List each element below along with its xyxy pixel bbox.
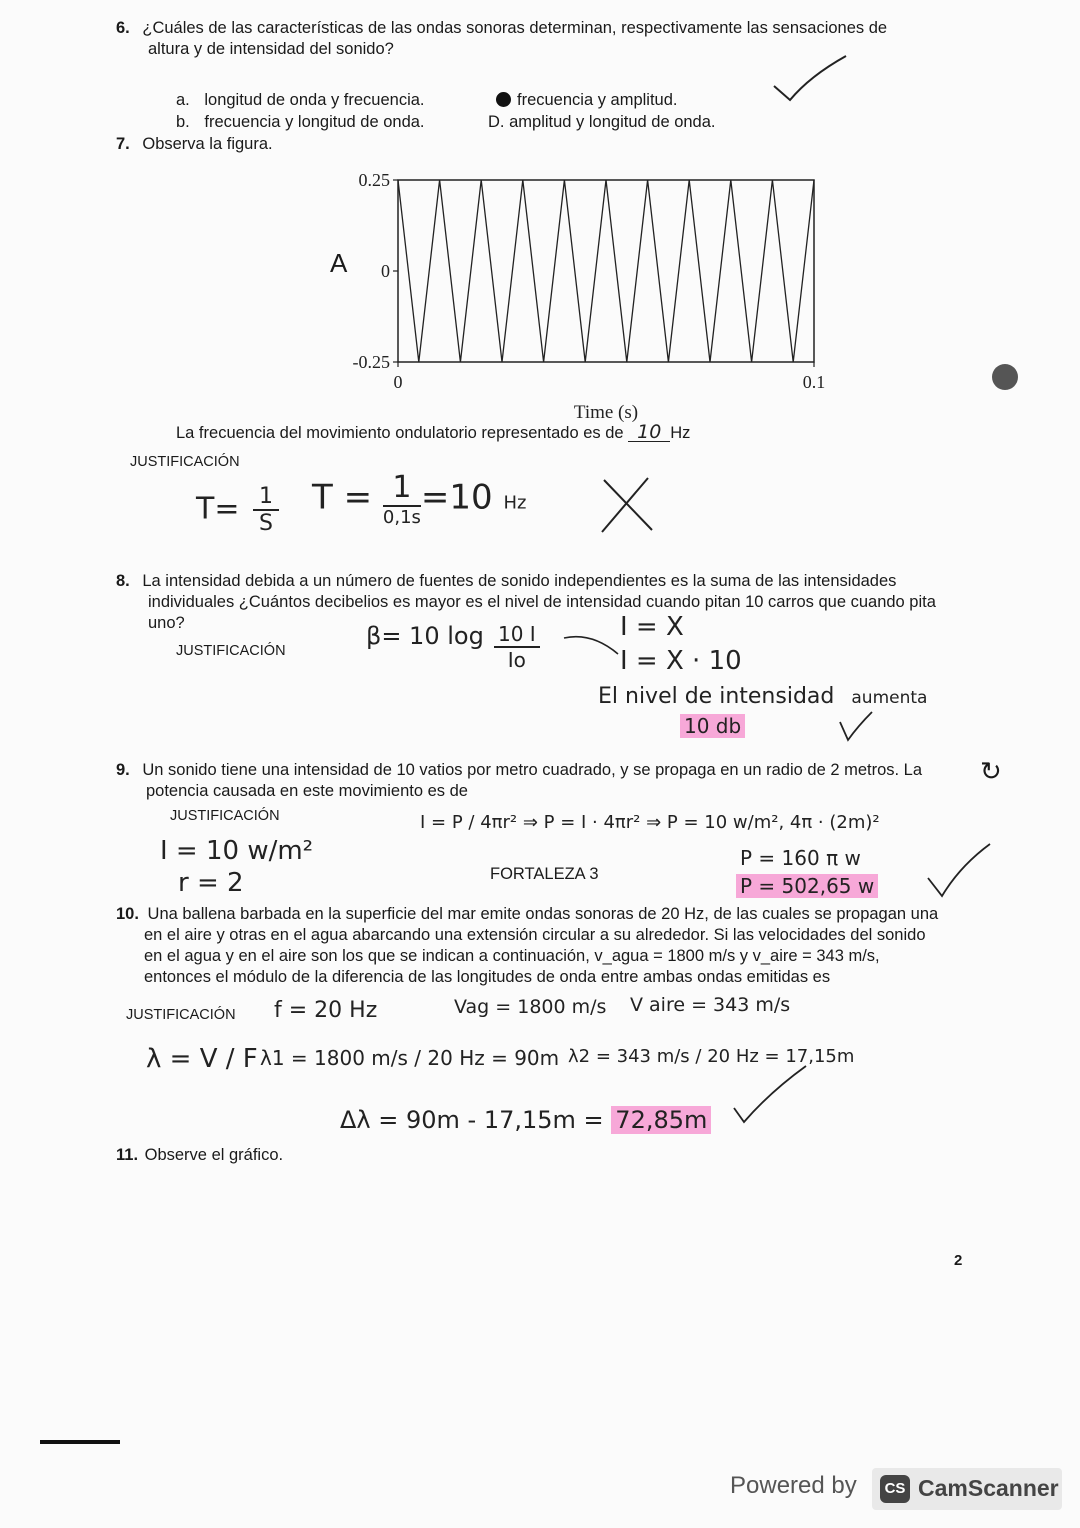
plot-frame: [398, 180, 814, 362]
wrong-mark-icon: [598, 474, 658, 536]
question-8: 8. La intensidad debida a un número de fuentes de sonido independientes es la suma de las intensidades individuales ¿Cuántos decibelios es mayor es el nivel de intensidad cuando pitan 10 carros que cuando pita uno?: [116, 572, 936, 632]
question-number: 9.: [116, 761, 130, 779]
camscanner-badge: [872, 1468, 1062, 1510]
check-mark-icon: [924, 840, 994, 900]
option-b: b. frecuencia y longitud de onda.: [176, 113, 425, 131]
powered-by-text: Powered by: [730, 1472, 857, 1499]
option-c-selected: frecuencia y amplitud.: [496, 90, 678, 111]
wave-series-line: [398, 180, 814, 362]
filled-bubble-icon: [496, 92, 511, 107]
justification-label: JUSTIFICACIÓN: [126, 1007, 236, 1023]
hw-conclusion-value: 10 db: [680, 714, 745, 738]
x-tick-label: 0: [393, 372, 403, 392]
question-number: 10.: [116, 905, 139, 923]
page-number: 2: [954, 1252, 963, 1269]
strength-tag: FORTALEZA 3: [490, 865, 599, 883]
y-tick-label: -0.25: [352, 352, 390, 372]
answer-sentence-7: La frecuencia del movimiento ondulatorio representado es de 10 Hz: [176, 421, 691, 443]
justification-label: JUSTIFICACIÓN: [176, 643, 286, 659]
x-tick-label: 0.1: [802, 372, 826, 392]
question-11: [116, 1145, 283, 1166]
option-d: D. amplitud y longitud de onda.: [488, 113, 716, 131]
check-mark-icon: [836, 708, 876, 744]
hw-formula-1: T= $\frac{1}{S}$: [196, 484, 279, 536]
hw-delta: Δλ = 90m - 17,15m = 72,85m: [340, 1106, 711, 1134]
hw-i2: I = X · 10: [620, 646, 742, 676]
hw-formula: I = P / 4πr² ⇒ P = I · 4πr² ⇒ P = 10 w/m², 4π · (2m)²: [420, 812, 880, 833]
question-number: 7.: [116, 135, 130, 153]
hole-punch-icon: [992, 364, 1018, 390]
question-text: Observe el gráfico.: [144, 1146, 284, 1164]
hw-given-1: I = 10 w/m²: [160, 836, 314, 866]
justification-label: JUSTIFICACIÓN: [130, 454, 240, 470]
hw-beta: β= 10 log: [366, 622, 484, 650]
wave-chart: [320, 160, 840, 422]
hw-given-2: r = 2: [178, 868, 244, 898]
arrow-icon: [562, 628, 622, 658]
hw-lambda-2: λ2 = 343 m/s / 20 Hz = 17,15m: [568, 1046, 855, 1067]
hw-step: P = 160 π w: [740, 846, 861, 870]
hw-f: f = 20 Hz: [274, 998, 378, 1023]
question-10: 10. Una ballena barbada en la superficie del mar emite ondas sonoras de 20 Hz, de las cuales se propagan una en el aire y otras en el agua abarcando una extensión circular a su alrededor. Si las velocidades del sonido en el agua y en el aire son los que se indican a continuación, v_agua = 1800 m/s y v_aire = 343 m/s, entonces el módulo de la diferencia de las longitudes de onda entre ambas ondas emitidas es: [116, 905, 939, 986]
check-mark-icon: [770, 52, 850, 107]
question-9: 9. Un sonido tiene una intensidad de 10 vatios por metro cuadrado, y se propaga en un radio de 2 metros. La potencia causada en este movimiento es de: [116, 761, 923, 800]
hw-lambda-1: λ1 = 1800 m/s / 20 Hz = 90m: [260, 1046, 560, 1070]
scan-edge: [40, 1440, 120, 1444]
margin-arrow-icon: ↻: [980, 756, 1002, 786]
y-axis-label: A: [330, 248, 348, 278]
question-text-cont: altura y de intensidad del sonido?: [148, 40, 394, 58]
camscanner-brand: CamScanner: [918, 1475, 1059, 1501]
x-axis-label: Time (s): [573, 402, 639, 422]
question-text: Observa la figura.: [142, 135, 273, 153]
hw-formula-2: T = 1 0,1s =10 Hz: [312, 470, 527, 528]
option-a: a. longitud de onda y frecuencia.: [176, 91, 425, 109]
question-number: 8.: [116, 572, 130, 590]
answer-blank: 10: [628, 423, 670, 442]
justification-label: JUSTIFICACIÓN: [170, 808, 280, 824]
y-tick-label: 0.25: [358, 170, 390, 190]
hw-i1: I = X: [620, 612, 684, 642]
hw-vag: Vag = 1800 m/s: [454, 996, 607, 1018]
check-mark-icon: [730, 1062, 810, 1126]
hw-fraction: 10 I Io: [494, 622, 540, 672]
camscanner-logo-icon: CS: [880, 1475, 910, 1503]
question-number: 6.: [116, 19, 130, 37]
hw-conclusion: El nivel de intensidad aumenta: [598, 684, 928, 709]
question-7: [116, 134, 273, 155]
question-text: ¿Cuáles de las características de las ondas sonoras determinan, respectivamente las sensaciones de: [142, 19, 888, 37]
question-number: 11.: [116, 1146, 139, 1164]
hw-vaire: V aire = 343 m/s: [630, 994, 791, 1016]
hw-lambda-def: λ = V / F: [146, 1044, 258, 1074]
hw-result: P = 502,65 w: [736, 874, 878, 898]
y-tick-label: 0: [381, 261, 390, 281]
